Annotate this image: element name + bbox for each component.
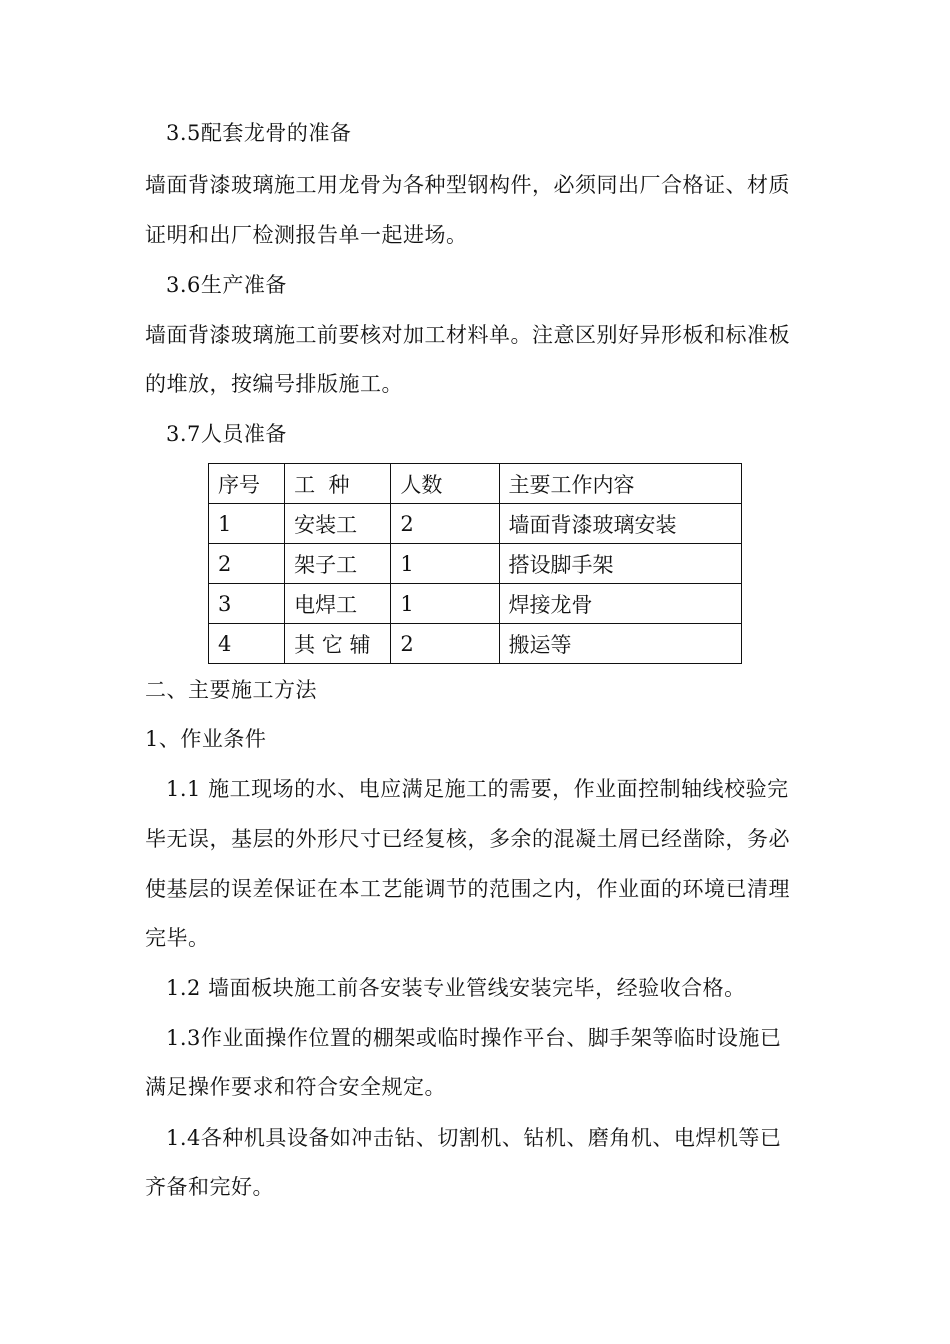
paragraph-line: 使基层的误差保证在本工艺能调节的范围之内，作业面的环境已清理 <box>145 877 790 901</box>
table-cell: 2 <box>209 544 285 584</box>
table-cell: 搬运等 <box>499 624 741 664</box>
table-cell: 3 <box>209 584 285 624</box>
table-row <box>209 544 742 584</box>
table-cell: 墙面背漆玻璃安装 <box>499 504 741 544</box>
table-cell: 安装工 <box>285 504 391 544</box>
table-cell: 1 <box>391 544 499 584</box>
section-3-7-heading: 3.7人员准备 <box>166 422 287 446</box>
paragraph-line: 墙面背漆玻璃施工前要核对加工材料单。注意区别好异形板和标准板 <box>145 323 790 347</box>
table-row <box>209 504 742 544</box>
table-cell: 2 <box>391 624 499 664</box>
section-3-6-heading: 3.6生产准备 <box>166 273 287 297</box>
header-cell: 工 种 <box>285 464 391 504</box>
table-cell: 架子工 <box>285 544 391 584</box>
paragraph-line: 完毕。 <box>145 926 210 950</box>
table-row <box>209 624 742 664</box>
paragraph-line: 1.2 墙面板块施工前各安装专业管线安装完毕，经验收合格。 <box>166 976 746 1000</box>
paragraph-line: 证明和出厂检测报告单一起进场。 <box>145 223 468 247</box>
paragraph-line: 满足操作要求和符合安全规定。 <box>145 1075 446 1099</box>
table-row <box>209 584 742 624</box>
paragraph-line: 1.4各种机具设备如冲击钻、切割机、钻机、磨角机、电焊机等已 <box>166 1126 782 1150</box>
paragraph-line: 1.1 施工现场的水、电应满足施工的需要，作业面控制轴线校验完 <box>166 777 789 801</box>
header-cell: 人数 <box>391 464 499 504</box>
table-cell: 4 <box>209 624 285 664</box>
staff-table <box>208 463 742 664</box>
chapter-heading: 二、主要施工方法 <box>145 678 317 702</box>
table-cell: 焊接龙骨 <box>499 584 741 624</box>
section-heading: 1、作业条件 <box>145 727 267 751</box>
table-header-row <box>209 464 742 504</box>
paragraph-line: 墙面背漆玻璃施工用龙骨为各种型钢构件，必须同出厂合格证、材质 <box>145 173 790 197</box>
paragraph-line: 的堆放，按编号排版施工。 <box>145 372 403 396</box>
table-cell: 2 <box>391 504 499 544</box>
table-cell: 其 它 辅 <box>285 624 391 664</box>
header-cell: 主要工作内容 <box>499 464 741 504</box>
table-cell: 1 <box>209 504 285 544</box>
paragraph-line: 齐备和完好。 <box>145 1175 274 1199</box>
table-cell: 电焊工 <box>285 584 391 624</box>
table-cell: 搭设脚手架 <box>499 544 741 584</box>
paragraph-line: 1.3作业面操作位置的棚架或临时操作平台、脚手架等临时设施已 <box>166 1026 782 1050</box>
header-cell: 序号 <box>209 464 285 504</box>
table-cell: 1 <box>391 584 499 624</box>
paragraph-line: 毕无误，基层的外形尺寸已经复核，多余的混凝土屑已经凿除，务必 <box>145 827 790 851</box>
section-3-5-heading: 3.5配套龙骨的准备 <box>166 121 352 145</box>
